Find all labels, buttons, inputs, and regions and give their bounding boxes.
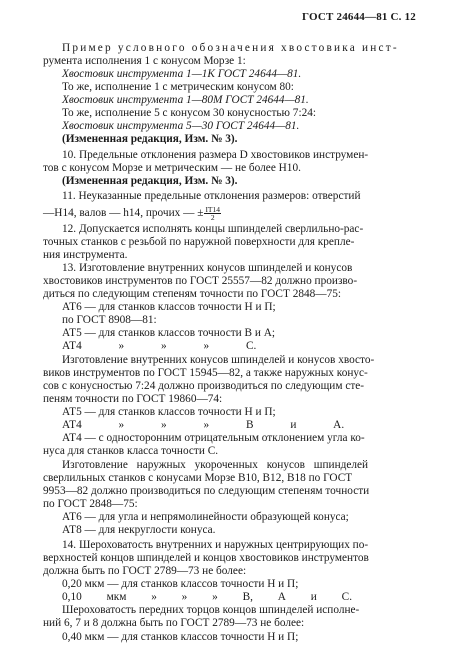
text-line: То же, исполнение 5 с конусом 30 конусностью 7:24:	[62, 107, 317, 119]
text-line: АТ4 — с односторонним отрицательным отклонением угла ко-	[62, 432, 365, 444]
it14-fraction	[204, 206, 221, 221]
text-line: 11. Неуказанные предельные отклонения размеров: отверстий	[62, 190, 361, 202]
text-line: нуса для станков класса точности С.	[43, 445, 219, 457]
text-line: АТ8 — для некруглости конуса.	[62, 524, 216, 536]
text-line: должна быть по ГОСТ 2789—73 не более:	[43, 565, 247, 577]
text-line: Хвостовик инструмента 1—1К ГОСТ 24644—81.	[62, 68, 302, 80]
text-line: 14. Шероховатость внутренних и наружных центрирующих по-	[62, 539, 369, 551]
text-line: хвостовиков инструментов по ГОСТ 25557—82 должно произво-	[43, 275, 358, 287]
text-line: точных станков с резьбой по наружной поверхности для крепле-	[43, 236, 355, 248]
text-line: Пример условного обозначения хвостовика инст-	[62, 42, 399, 54]
text-line: по ГОСТ 2848—75:	[43, 498, 138, 510]
text-line: 0,40 мкм — для станков классов точности Н и П;	[62, 631, 299, 643]
text-line: (Измененная редакция, Изм. № 3).	[62, 133, 238, 145]
text-line: Изготовление наружных укороченных конусов шпинделей	[62, 459, 369, 471]
text-line	[43, 206, 222, 221]
text-line: ний 6, 7 и 8 должна быть по ГОСТ 2789—73 не более:	[43, 617, 305, 629]
text-line: АТ5 — для станков классов точности Н и П;	[62, 406, 276, 418]
text-line: по ГОСТ 8908—81:	[62, 314, 157, 326]
text-line: пеням точности по ГОСТ 19860—74:	[43, 393, 223, 405]
text-line: тов с конусом Морзе и метрическим — не более Н10.	[43, 162, 301, 174]
text-line: То же, исполнение 1 с метрическим конусом 80:	[62, 81, 294, 93]
fraction-numerator: IT14	[205, 205, 221, 214]
text-line: 12. Допускается исполнять концы шпинделей сверлильно-рас-	[62, 223, 364, 235]
text-line: АТ6 — для угла и непрямолинейности образующей конуса;	[62, 511, 349, 523]
text-line: Изготовление внутренних конусов шпинделей и конусов хвосто-	[62, 354, 375, 366]
text-line: АТ6 — для станков классов точности Н и П;	[62, 301, 276, 313]
text-line: АТ4 » » » С.	[62, 340, 257, 352]
text-line: румента исполнения 1 с конусом Морзе 1:	[43, 55, 246, 67]
fraction-denominator: 2	[210, 213, 215, 222]
text-line: Хвостовик инструмента 1—80М ГОСТ 24644—81.	[62, 94, 309, 106]
text-line: диться по следующим степеням точности по ГОСТ 2848—75:	[43, 288, 342, 300]
tolerance-text: —Н14, валов — h14, прочих — ±	[43, 207, 204, 220]
text-line: ния инструмента.	[43, 249, 128, 261]
text-line: 0,10 мкм » » » В, А и С.	[62, 591, 353, 603]
text-line: 9953—82 должно производиться по следующим степеням точности	[43, 485, 370, 497]
text-line: 10. Предельные отклонения размера D хвостовиков инструмен-	[62, 149, 369, 161]
text-line: (Измененная редакция, Изм. № 3).	[62, 175, 238, 187]
page-header: ГОСТ 24644—81 С. 12	[302, 11, 416, 23]
text-line: 0,20 мкм — для станков классов точности Н и П;	[62, 578, 299, 590]
text-line: АТ4 » » » В и А.	[62, 419, 345, 431]
text-line: АТ5 — для станков классов точности В и А;	[62, 327, 276, 339]
text-line: сверлильных станков с конусами Морзе В10, В12, В18 по ГОСТ	[43, 472, 353, 484]
text-line: верхностей концов шпинделей и концов хвостовиков инструментов	[43, 552, 369, 564]
text-line: Хвостовик инструмента 5—30 ГОСТ 24644—81.	[62, 120, 300, 132]
text-line: 13. Изготовление внутренних конусов шпинделей и конусов	[62, 262, 353, 274]
text-line: Шероховатость передних торцов концов шпинделей исполне-	[62, 604, 360, 616]
text-line: сов с конусностью 7:24 должно производиться по следующим сте-	[43, 380, 365, 392]
text-line: виков инструментов по ГОСТ 15945—82, а также наружных конус-	[43, 367, 368, 379]
